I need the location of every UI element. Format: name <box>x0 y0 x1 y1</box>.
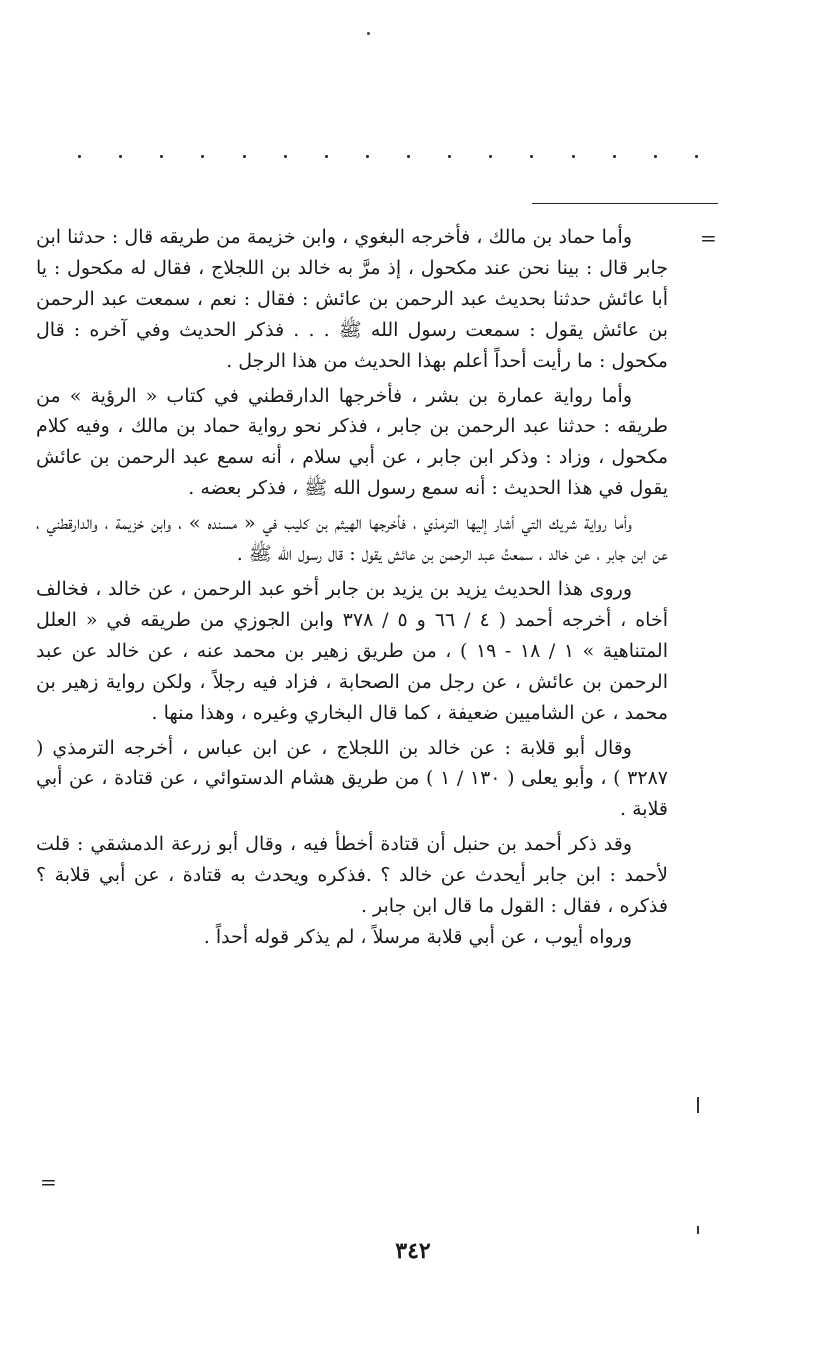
paragraph-ayyub: ورواه أيوب ، عن أبي قلابة مرسلاً ، لم يذكر قوله أحداً . <box>203 925 632 948</box>
paragraph-ahmad: وقد ذكر أحمد بن حنبل أن قتادة أخطأ فيه ، وقال أبو زرعة الدمشقي : قلت لأحمد : ابن جابر أيحدث عن خالد ؟ .فذكره ويحدث به قتادة ، عن أبي قلابة ؟ فذكره ، فقال : القول ما قال ابن جابر . <box>36 833 668 918</box>
ornamental-dot-row <box>78 146 698 166</box>
paragraph-umara: وأما رواية عمارة بن بشر ، فأخرجها الدارقطني في كتاب « الرؤية » من طريقه : حدثنا عبد الرحمن بن جابر ، فذكر نحو رواية حماد بن مالك ، وفيه كلام مكحول ، وزاد : وذكر ابن جابر ، عن أبي سلام ، أنه سمع عبد الرحمن بن عائش يقول في هذا الحديث : أنه سمع رسول الله ﷺ ، فذكر بعضه . <box>36 384 668 500</box>
paragraph-yazid: وروى هذا الحديث يزيد بن يزيد بن جابر أخو عبد الرحمن ، عن خالد ، فخالف أخاه ، أخرجه أحمد ( ٤ / ٦٦ و ٥ / ٣٧٨ وابن الجوزي من طريقه في « العلل المتناهية » ١ / ١٨ - ١٩ ) ، من طريق زهير بن محمد عنه ، عن خالد عن عبد الرحمن بن عائش ، عن رجل من الصحابة ، فزاد فيه رجلاً ، ولكن رواية زهير بن محمد ، عن الشاميين ضعيفة ، كما قال البخاري وغيره ، وهذا منها . <box>36 577 668 724</box>
margin-bar-small <box>697 1226 699 1234</box>
page-speck <box>367 32 370 35</box>
paragraph-abu-qilaba: وقال أبو قلابة : عن خالد بن اللجلاج ، عن ابن عباس ، أخرجه الترمذي ( ٣٢٨٧ ) ، وأبو يعلى ( ١٣٠ / ١ ) من طريق هشام الدستوائي ، عن قتادة ، عن أبي قلابة . <box>36 736 668 821</box>
footnote-text-block <box>36 222 668 953</box>
page-number: ٣٤٢ <box>395 1238 431 1264</box>
continuation-mark-top: = <box>700 226 717 250</box>
margin-bar <box>697 1097 699 1113</box>
footnote-separator-rule <box>532 203 718 204</box>
paragraph-hammad: وأما حماد بن مالك ، فأخرجه البغوي ، وابن خزيمة من طريقه قال : حدثنا ابن جابر قال : بينا نحن عند مكحول ، إذ مرَّ به خالد بن اللجلاج ، فقال له مكحول : يا أبا عائش حدثنا بحديث عبد الرحمن بن عائش : فقال : نعم ، سمعت عبد الرحمن بن عائش يقول : سمعت رسول الله ﷺ . . . فذكر الحديث وفي آخره : قال مكحول : ما رأيت أحداً أعلم بهذا الحديث من هذا الرجل . <box>36 226 668 372</box>
paragraph-sharik: وأما رواية شريك التي أشار إليها الترمذي ، فأخرجها الهيثم بن كليب في « مسنده » ، وابن خزيمة ، والدارقطني ، عن ابن جابر ، عن خالد ، سمعتُ عبد الرحمن بن عائش يقول : قال رسول الله ﷺ . <box>36 512 668 566</box>
continuation-mark-bottom: = <box>40 1170 57 1194</box>
